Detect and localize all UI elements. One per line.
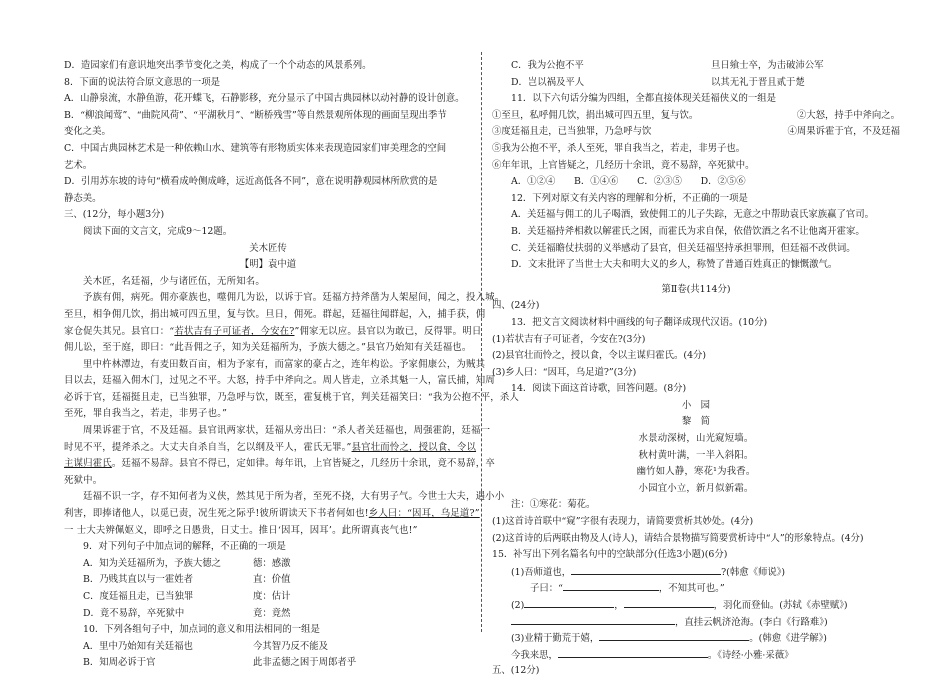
- q8-option-d-1: D．引用苏东坡的诗句“横看成岭侧成峰，远近高低各不同”，意在说明静观园林所欣赏的是: [64, 176, 438, 188]
- q13-stem: 13．把文言文阅读材料中画线的句子翻译成现代汉语。(10分): [511, 316, 768, 328]
- poem-line-2: 秋村黄叶满，一半入斜阳。: [638, 449, 754, 461]
- passage-p2-line4: 佣儿讼，至于庭，即曰：“此吾佣之子，知为关廷福所为，予族大德之。”县官乃始知有关廷福也。: [64, 342, 472, 354]
- q12-option-d: D．文末批评了当世士大夫和明大义的乡人，称赞了普通百姓真正的慷慨激气。: [511, 259, 838, 271]
- column-divider: [481, 52, 482, 632]
- poem-line-3: 幽竹如人静，寒花¹为我香。: [636, 466, 756, 478]
- q15-item-2a: (2) ， ，羽化而登仙。(苏轼《赤壁赋》): [492, 597, 900, 614]
- passage-p3-line3: 必诉于官，廷福挺且走，已当独罪，乃急呼与饮，既至，霍复桃于官，判关廷福笑曰：“我为公抱不平，杀人: [64, 391, 520, 403]
- fill-blank: [571, 564, 721, 575]
- q11-row-1: ①至旦，私呼佣几饮，捐出城可四五里，复与饮。 ②大怒，持手中斧向之。: [492, 109, 900, 121]
- fill-blank: [511, 614, 675, 625]
- underlined-sentence-1: 若状吉有子可证者，今安在?: [174, 325, 295, 337]
- passage-p2-line3: 家仓促失其兄。县官口：“若状吉有子可证者，今安在?”佣家无以应。县官以为敢已，反得罪。明日: [64, 325, 482, 337]
- passage-p3-line4: 至死，罪自我当之，若走，非男子也。”: [64, 408, 228, 420]
- q15-item-1b: 子曰：“ ，不知其可也。”: [492, 580, 900, 597]
- section-3-heading: 三、(12分，每小题3分): [64, 209, 165, 221]
- q8-option-b-2: 变化之美。: [64, 126, 111, 138]
- passage-p3-line1: 里中杵林潭边，有麦田数百亩，相为予家有，而富家的豪占之，连年构讼。予家佣康公，为贼其: [83, 358, 486, 370]
- q10-option-a: A．里中乃始知有关廷福也 今其智乃反不能及: [83, 640, 329, 652]
- passage-p4-line2: 时见不平，提斧杀之。大丈夫自杀自当，乞以纲及平人，霍氏无罪。”县官壮而怜之，授以食，令以: [64, 441, 477, 453]
- q10-stem: 10．下列各组句子中，加点词的意义和用法相同的一组是: [83, 624, 320, 636]
- q9-option-c: C．度廷福且走，已当独罪 度：估计: [83, 591, 291, 602]
- fill-blank: [624, 597, 714, 608]
- q10-option-b: B．知周必诉于官 此非孟德之困于周郎者乎: [83, 657, 357, 669]
- q8-option-b-1: B．“柳浪闻莺”、“曲院风荷”、“平湖秋月”、“断桥残雪”等自然景观所体现的画面呈现出季节: [64, 109, 447, 121]
- q7-option-d: D．造园家们有意识地突出季节变化之美，构成了一个个动态的风景系列。: [64, 60, 372, 71]
- q10-option-c: C．我为公抱不平 旦日飨士卒，为击破沛公军: [511, 60, 824, 71]
- fill-blank: [563, 580, 659, 591]
- q12-stem: 12．下列对原文有关内容的理解和分析，不正确的一项是: [511, 192, 748, 204]
- q13-item-3: (3)乡人曰：“因耳，乌足道?”(3分): [492, 366, 637, 378]
- passage-p2-line2: 至旦，相争佣几饮，捐出城可四五里，复与饮。旦日，佣死。群起，廷福往闻群起，入，捕手获，佣: [64, 308, 486, 320]
- q12-option-a: A．关廷福与佣工的儿子喝酒，致使佣工的儿子失踪，无意之中帮助袁氏家族赢了官司。: [511, 209, 875, 221]
- q8-stem: 8．下面的说法符合原文意思的一项是: [64, 76, 220, 88]
- q8-option-c-1: C．中国古典园林艺术是一种依赖山水、建筑等有形物质实体来表现造园家们审美理念的空间: [64, 142, 447, 154]
- q12-option-b: B．关廷福持斧相救以解霍氏之困，而霍氏为求自保，依借饮酒之名不让他离开霍家。: [511, 225, 865, 237]
- q9-option-b: B．乃贱其直以与一霍姓者 直：价值: [83, 574, 291, 586]
- q13-item-2: (2)县官壮而怜之，授以食，令以主谋归霍氏。(4分): [492, 350, 707, 362]
- q15-item-2b: ，直挂云帆济沧海。(李白《行路难》): [492, 614, 900, 631]
- q8-option-d-2: 静态美。: [64, 192, 102, 204]
- q10-option-d: D．岂以祸及平人 以其无礼于晋且贰于楚: [511, 76, 805, 88]
- q11-row-4: ⑥年年讯，上官皆疑之，几经历十余讯，竟不易辞，卒死狱中。: [492, 159, 755, 171]
- q14-stem: 14．阅读下面这首诗歌，回答问题。(8分): [511, 383, 687, 395]
- poem-line-4: 小园宜小立，新月似新霜。: [638, 482, 754, 494]
- q15-item-1a: (1)吾师道也， ?(韩愈《师说》): [492, 564, 900, 581]
- right-column: [492, 58, 900, 680]
- passage-author: 【明】袁中道: [239, 259, 297, 271]
- q14-item-1: (1)这首诗首联中“窥”字很有表现力，请简要赏析其妙处。(4分): [492, 516, 754, 528]
- q9-option-d: D．竟不易辞，卒死狱中 竟：竟然: [83, 607, 291, 619]
- q14-item-2: (2)这首诗的后两联由物及人(诗人)，请结合景物描写简要赏析诗中“人”的形象特点。(4分): [492, 532, 864, 544]
- poem-title: 小 园: [681, 399, 711, 411]
- q8-option-c-2: 艺术。: [64, 159, 93, 171]
- q8-option-a: A．山静泉流，水静鱼游，花开蝶飞，石静影移，充分显示了中国古典园林以动衬静的设计创意。: [64, 93, 465, 105]
- passage-p1: 关木匠，名廷福，少与诸匠伍，无所知名。: [83, 275, 265, 287]
- section-5-heading: 五、(12分): [492, 665, 540, 677]
- poem-line-1: 水景动深树，山光窥短墙。: [638, 433, 754, 445]
- q13-item-1: (1)若状吉有子可证者，今安在?(3分): [492, 333, 646, 345]
- part-2-title: 第Ⅱ卷(共114分): [661, 283, 731, 295]
- q11-options: A．①②④ B．①④⑥ C．②③⑤ D．②⑤⑥: [511, 176, 746, 188]
- fill-blank: [599, 630, 749, 641]
- fill-blank: [558, 647, 708, 658]
- section-4-heading: 四、(24分): [492, 300, 540, 312]
- poem-note: 注：①寒花：菊花。: [511, 499, 596, 511]
- fill-blank: [524, 597, 614, 608]
- section-3-instruction: 阅读下面的文言文，完成9～12题。: [83, 225, 233, 237]
- passage-p3-line2: 目以去，廷福入佣木门，过见之不平。大怒，持手中斧向之。周人皆走，立杀其魁一人，富氏捕，知周: [64, 375, 495, 387]
- q11-stem: 11．以下六句话分编为四组，全都直接体现关廷福侠义的一组是: [511, 93, 777, 105]
- underlined-sentence-3: 乡人曰：“因耳，乌足道?”: [368, 508, 480, 520]
- passage-p2-line1: 予族有佣，病死。佣亦豪族也，噬佣几为讼，以诉于官。廷福方持斧凿为人架屋间，闻之，投入城。: [83, 292, 505, 304]
- underlined-sentence-2a: 县官壮而怜之，授以食，令以: [351, 441, 477, 453]
- passage-p4-line3: 主谋归霍氏。廷福不易辞。县官不得已，定如律。每年讯，上官皆疑之，几经历十余讯，竟不易辞，卒: [64, 458, 495, 470]
- passage-p5-line3: 一 士大夫辨佩妪义，即呼之日愚贵，日丈士。推日‘因耳，因耳’。此所谓真丧气也!”: [64, 524, 418, 536]
- passage-p5-line1: 廷福不识一字，存不知何者为义侠，然其见于所为者，至死不挠，大有男子气。今世士大夫，遇小小: [83, 491, 505, 503]
- poem-author: 黎 简: [681, 416, 711, 428]
- passage-title: 关木匠传: [249, 242, 287, 254]
- passage-p5-line2: 利害，即捧诸他人，以觅已责，况生死之际乎!彼所谓读天下书者何如也!乡人曰：“因耳，乌足道?”: [64, 508, 480, 520]
- q15-item-3a: (3)业精于勤荒于嬉， 。(韩愈《进学解》): [492, 630, 900, 647]
- underlined-sentence-2b: 主谋归霍氏: [64, 458, 112, 470]
- passage-p4-line1: 周果诉霍于官，不及廷福。县官讯两家状，廷福从旁出曰：“杀人者关廷福也，周强霍韵，廷福一: [83, 425, 491, 437]
- q12-option-c: C．关廷福瞻仗扶弱的义举感动了县官，但关廷福坚持承担罪刑，但廷福不改供词。: [511, 242, 856, 254]
- q15-item-3b: 今我来思， 。《诗经·小雅·采薇》: [492, 647, 900, 664]
- q9-stem: 9．对下列句子中加点词的解释，不正确的一项是: [83, 541, 286, 553]
- q11-row-2: ③度廷福且走，已当独罪，乃急呼与饮 ④周果诉霍于官，不及廷福: [492, 126, 900, 138]
- passage-p4-line4: 死狱中。: [64, 474, 103, 486]
- q9-option-a: A．知为关廷福所为，予族大德之 德：感激: [83, 557, 291, 569]
- q15-stem: 15．补写出下列名篇名句中的空缺部分(任选3小题)(6分): [492, 549, 728, 561]
- q11-row-3: ⑤我为公抱不平，杀人至死，罪自我当之，若走，非男子也。: [492, 142, 746, 154]
